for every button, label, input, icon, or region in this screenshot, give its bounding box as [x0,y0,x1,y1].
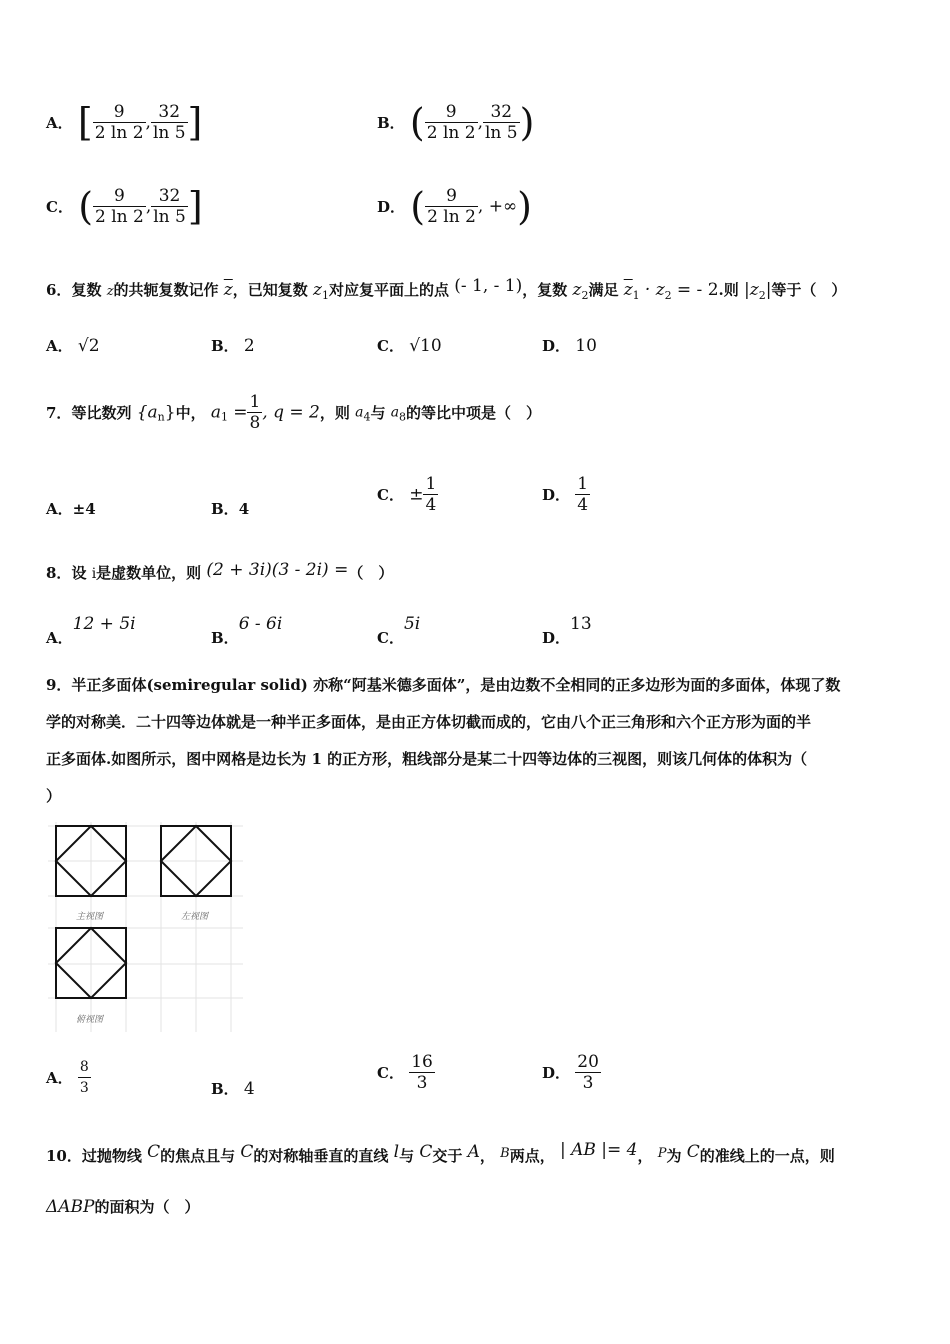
q8-option-d[interactable]: D．13 [542,614,592,647]
fraction: $\frac{1}{4}$ [425,474,437,515]
q9-option-d[interactable]: D． $\frac{20}{3}$ [542,1052,599,1093]
question-10-stem: 10．过抛物线 C的焦点且与 C的对称轴垂直的直线 l与 C交于 A， B两点， | AB |= 4， P为 C的准线上的一点，则 [46,1140,835,1165]
fraction: $\frac{9}{2 \ln 2}$ [427,186,476,227]
q8-option-a[interactable]: A．12 + 5i [46,614,136,647]
q5-option-b[interactable]: B． ( $\frac{9}{2 \ln 2}$ , $\frac{32}{\ln 5}$ ) [377,100,535,145]
fraction: $\frac{32}{\ln 5}$ [152,102,186,143]
front-view-label: 主视图 [76,912,104,922]
fraction: $\frac{20}{3}$ [577,1052,599,1093]
q6-option-a[interactable]: A． √2 [46,336,100,356]
q9-option-b[interactable]: B． 4 [211,1079,255,1099]
q7-option-a[interactable]: A．±4 [46,500,96,518]
question-10-stem-line-2: ΔABP的面积为（ ） [46,1197,200,1217]
q7-option-b[interactable]: B．4 [211,500,250,518]
q5-option-a[interactable]: A． [ $\frac{9}{2 \ln 2}$ , $\frac{32}{\ln 5}$ ] [46,100,203,145]
side-view-label: 左视图 [181,912,209,922]
fraction: $\frac{1}{8}$ [249,392,261,433]
question-6-stem: 6．复数 z的共轭复数记作 $\overline{z}$，已知复数 $z_1$对应复平面上的点 (- 1, - 1)，复数 $z_2$满足 $\overline{z}_1 \cdot z_2$ = - 2.则 $|z_2|$等于（ ） [46,276,847,302]
q5-option-d[interactable]: D． ( $\frac{9}{2 \ln 2}$ , +∞) [377,184,532,229]
question-9-line-3: 正多面体.如图所示，图中网格是边长为 1 的正方形，粗线部分是某二十四等边体的三视图，则该几何体的体积为（ [46,750,808,768]
q9-option-c[interactable]: C． $\frac{16}{3}$ [377,1052,433,1093]
q7-option-d[interactable]: D． $\frac{1}{4}$ [542,474,589,515]
q9-option-a[interactable]: A． $\frac{8}{3}$ [46,1059,89,1096]
q6-option-c[interactable]: C． √10 [377,336,442,356]
fraction: $\frac{1}{4}$ [577,474,589,515]
question-8-stem: 8．设 i是虚数单位，则 (2 + 3i)(3 - 2i) =（ ） [46,560,394,582]
fraction: $\frac{32}{\ln 5}$ [153,186,186,227]
q8-option-b[interactable]: B．6 - 6i [211,614,283,647]
three-view-figure [48,822,243,1032]
question-7-stem: 7．等比数列 $\{a_n\}$中， $a_1$ = $\frac{1}{8}$ , q = 2，则 $a_4$与 $a_8$的等比中项是（ ） [46,392,542,433]
q6-option-d[interactable]: D． 10 [542,336,597,356]
question-9-line-4: ） [46,787,62,805]
fraction: $\frac{16}{3}$ [411,1052,433,1093]
q8-option-c[interactable]: C．5i [377,614,421,647]
fraction: $\frac{9}{2 \ln 2}$ [426,102,476,143]
question-9-line-2: 学的对称美．二十四等边体就是一种半正多面体，是由正方体切截而成的，它由八个正三角形和六个正方形为面的半 [46,713,812,731]
fraction: $\frac{8}{3}$ [79,1059,89,1096]
fraction: $\frac{9}{2 \ln 2}$ [95,186,144,227]
fraction: $\frac{9}{2 \ln 2}$ [94,102,144,143]
q7-option-c[interactable]: C． ± $\frac{1}{4}$ [377,474,437,515]
question-9-line-1: 9．半正多面体(semiregular solid) 亦称“阿基米德多面体”，是由边数不全相同的正多边形为面的多面体，体现了数 [46,676,841,694]
top-view-label: 俯视图 [76,1015,104,1025]
q6-option-b[interactable]: B． 2 [211,336,255,356]
fraction: $\frac{32}{\ln 5}$ [484,102,518,143]
q5-option-c[interactable]: C． ( $\frac{9}{2 \ln 2}$ , $\frac{32}{\ln 5}$ ] [46,184,203,229]
